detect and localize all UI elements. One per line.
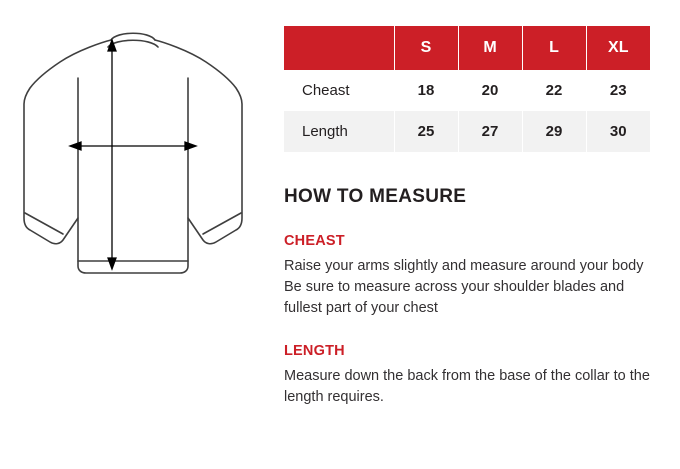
section-body-cheast: Raise your arms slightly and measure around your body Be sure to measure across your shoulder blades and fullest part of your chest <box>284 258 644 317</box>
cell-cheast-s: 18 <box>394 70 458 111</box>
column-header-s: S <box>394 26 458 70</box>
column-header-l: L <box>522 26 586 70</box>
section-heading-length: LENGTH <box>284 343 345 360</box>
length-measure-arrow <box>108 40 116 269</box>
column-header-m: M <box>458 26 522 70</box>
long-sleeve-shirt-icon <box>8 18 258 318</box>
content-pane <box>280 0 680 469</box>
table-row <box>284 70 650 111</box>
size-chart-table <box>284 26 650 152</box>
size-chart-header <box>284 26 650 70</box>
cell-length-s: 25 <box>394 111 458 152</box>
cell-cheast-m: 20 <box>458 70 522 111</box>
table-row <box>284 111 650 152</box>
row-label-cheast: Cheast <box>284 70 394 111</box>
cell-length-m: 27 <box>458 111 522 152</box>
garment-illustration-pane <box>0 0 280 469</box>
cell-length-xl: 30 <box>586 111 650 152</box>
chest-measure-arrow <box>70 142 196 150</box>
section-body-length: Measure down the back from the base of the collar to the length requires. <box>284 368 650 406</box>
cell-cheast-xl: 23 <box>586 70 650 111</box>
column-header-xl: XL <box>586 26 650 70</box>
row-label-length: Length <box>284 111 394 152</box>
cell-length-l: 29 <box>522 111 586 152</box>
cell-cheast-l: 22 <box>522 70 586 111</box>
how-to-measure-title: HOW TO MEASURE <box>284 186 467 207</box>
table-corner-cell <box>284 26 394 70</box>
size-chart-body <box>284 70 650 152</box>
table-header-row <box>284 26 650 70</box>
section-heading-cheast: CHEAST <box>284 233 345 249</box>
